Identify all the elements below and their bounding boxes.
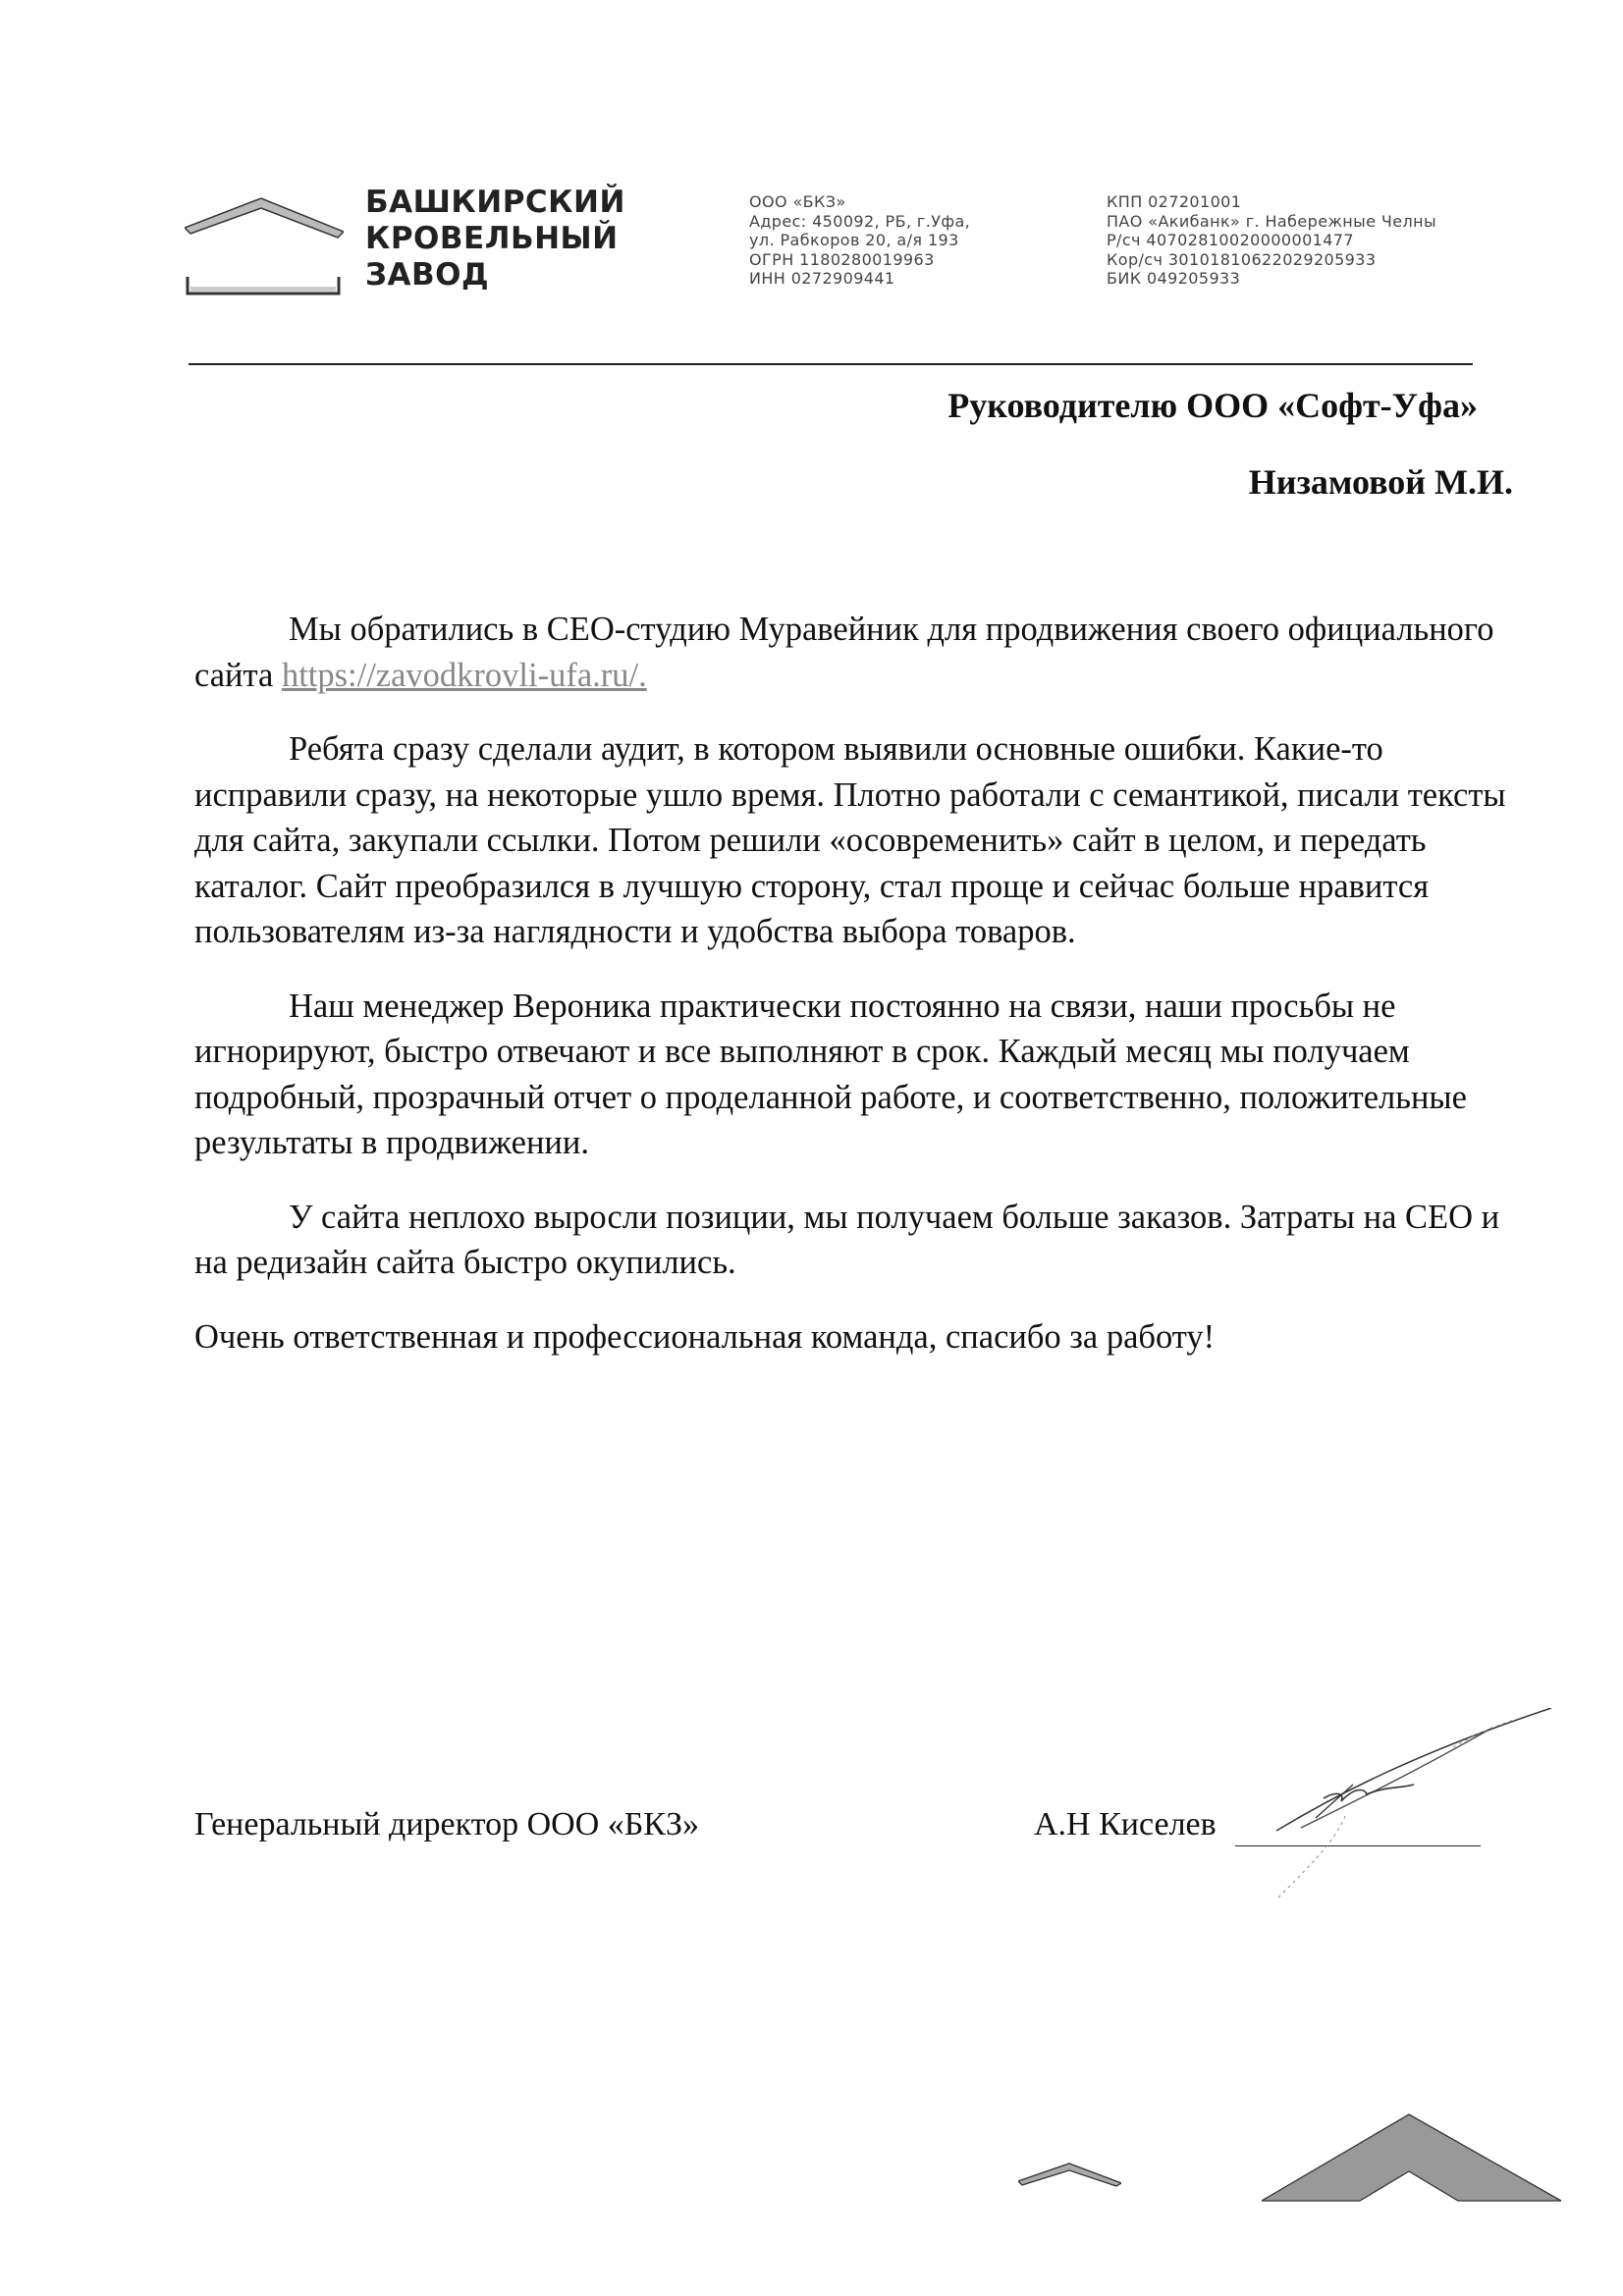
requisites-bank — [1107, 192, 1436, 289]
signatory-name: А.Н Киселев — [1034, 1806, 1217, 1842]
paragraph: Очень ответственная и профессиональная команда, спасибо за работу! — [194, 1317, 1216, 1356]
requisite-line: Адрес: 450092, РБ, г.Уфа, — [749, 211, 971, 231]
header-divider — [189, 363, 1473, 365]
company-name — [365, 185, 625, 294]
paragraph: Ребята сразу сделали аудит, в котором выявили основные ошибки. Какие-то исправили сразу, на некоторые ушло время. Плотно работали с семантикой, писали тексты для сайта, закупали ссылки. Потом решили «осовременить» сайт в целом, и передать каталог. Сайт преобразился в лучшую сторону, стал проще и сейчас больше нравится пользователям из-за наглядности и удобства выбора товаров. — [194, 730, 1506, 950]
signatory-position: Генеральный директор ООО «БКЗ» — [194, 1806, 700, 1842]
addressee-title: Руководителю ООО «Софт-Уфа» — [947, 386, 1478, 425]
letter-body — [194, 607, 1515, 1388]
requisites-address — [749, 192, 970, 289]
company-name-line: КРОВЕЛЬНЫЙ — [365, 221, 619, 256]
requisite-line: ОГРН 1180280019963 — [749, 249, 935, 269]
roof-decoration-icon — [1018, 2160, 1121, 2187]
requisite-line: ООО «БКЗ» — [749, 192, 846, 211]
requisite-line: БИК 049205933 — [1107, 269, 1241, 288]
paragraph-text: Мы обратились в СЕО-студию Муравейник для продвижения своего официального сайта — [194, 611, 1494, 694]
company-name-line: ЗАВОД — [365, 257, 490, 293]
requisite-line: Р/сч 40702810020000001477 — [1107, 231, 1354, 249]
requisite-line: КПП 027201001 — [1107, 192, 1242, 211]
requisite-line: ул. Рабкоров 20, а/я 193 — [749, 231, 959, 249]
roof-logo-icon — [185, 192, 344, 300]
requisite-line: Кор/сч 30101810622029205933 — [1107, 249, 1377, 269]
handwritten-signature — [1257, 1708, 1571, 1904]
addressee-name: Низамовой М.И. — [1248, 462, 1513, 502]
requisite-line: ИНН 0272909441 — [749, 269, 895, 288]
roof-decoration-icon — [1262, 2110, 1561, 2204]
paragraph — [194, 607, 1515, 698]
paragraph: Наш менеджер Вероника практически постоянно на связи, наши просьбы не игнорируют, быстро отвечают и все выполняют в срок. Каждый месяц мы получаем подробный, прозрачный отчет о проделанной работе, и соответственно, положительные результаты в продвижении. — [194, 987, 1467, 1161]
company-name-line: БАШКИРСКИЙ — [365, 185, 625, 220]
website-link[interactable]: https://zavodkrovli-ufa.ru/. — [281, 656, 647, 694]
paragraph: У сайта неплохо выросли позиции, мы получаем больше заказов. Затраты на СЕО и на редизайн сайта быстро окупились. — [194, 1198, 1500, 1281]
requisite-line: ПАО «Акибанк» г. Набережные Челны — [1107, 211, 1437, 231]
